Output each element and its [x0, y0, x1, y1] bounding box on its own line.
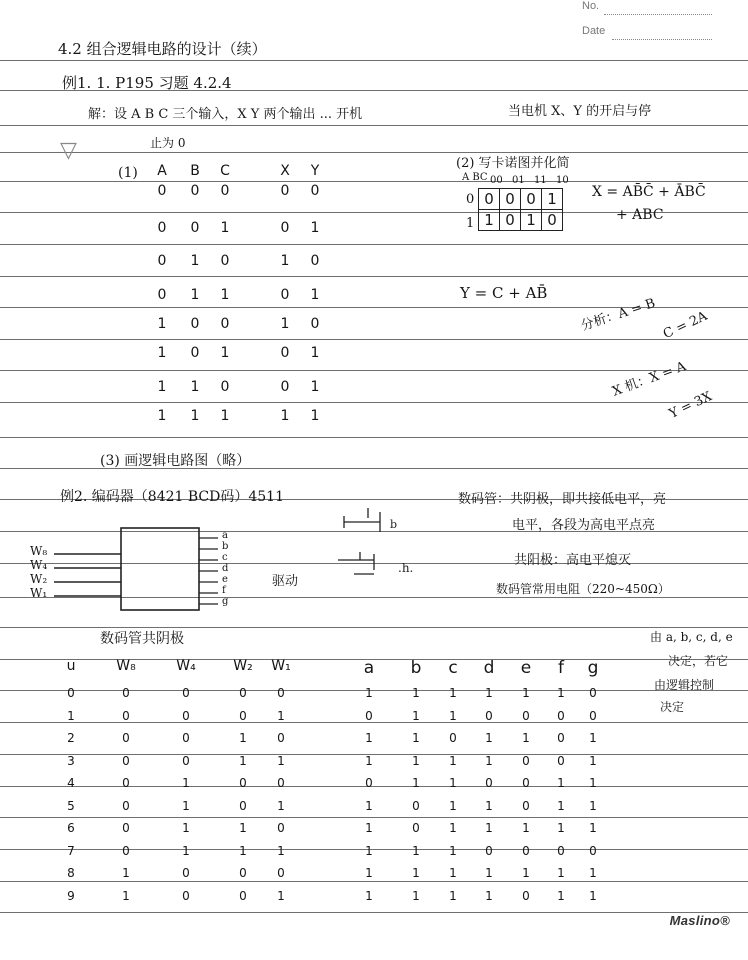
decoder-cell: 1 [412, 708, 420, 723]
decoder-cell: 1 [449, 686, 457, 700]
example1-prompt: 解：设 A B C 三个输入，X Y 两个输出 ... 开机 [88, 107, 363, 122]
brand-logo: Maslino® [669, 913, 730, 928]
decoder-cell: 1 [557, 821, 565, 835]
truth-cell: 1 [280, 408, 290, 424]
decoder-cell: 0 [122, 776, 130, 790]
decoder-cell: 0 [182, 753, 190, 768]
decoder-cell: 0 [122, 686, 130, 700]
example1-prompt-right: 当电机 X、Y 的开启与停 [508, 104, 652, 119]
truth-cell: 1 [157, 316, 167, 332]
decoder-cell: 0 [122, 708, 130, 723]
truth-cell: 1 [190, 253, 200, 269]
decoder-cell: 0 [277, 731, 285, 745]
decoder-cell: 1 [485, 731, 493, 745]
decoder-col-header: a [363, 658, 375, 678]
kmap-row-label: 0 [466, 192, 475, 207]
decoder-cell: 1 [449, 798, 457, 813]
kmap-cell: 0 [500, 210, 521, 231]
decoder-cell: 1 [485, 866, 493, 880]
decoder-cell: 0 [365, 708, 373, 723]
date-label: Date [582, 25, 606, 37]
decoder-cell: 1 [485, 753, 493, 768]
switch-sketch [330, 498, 420, 588]
decoder-cell: 2 [67, 731, 75, 745]
ruled-line [0, 125, 748, 126]
decoder-cell: 0 [182, 888, 190, 903]
decoder-cell: 1 [365, 731, 373, 745]
decoder-cell: 0 [412, 798, 420, 813]
truth-cell: 0 [280, 345, 290, 361]
truth-cell: 1 [157, 408, 167, 424]
decoder-cell: 1 [277, 843, 285, 858]
decoder-cell: 7 [67, 843, 75, 858]
decoder-cell: 1 [589, 888, 597, 903]
decoder-cell: 0 [449, 731, 457, 745]
truth-cell: 0 [157, 253, 167, 269]
decoder-cell: 0 [182, 866, 190, 880]
decoder-output-label: d [222, 563, 229, 574]
decoder-input-label: W₁ [30, 586, 48, 600]
kmap-corner: A BC [462, 172, 488, 183]
decoder-cell: 1 [522, 731, 530, 745]
decoder-block-diagram [28, 520, 238, 620]
decoder-cell: 0 [182, 686, 190, 700]
ruled-line [0, 912, 748, 913]
decoder-cell: 0 [589, 843, 597, 858]
decoder-output-label: g [222, 596, 229, 607]
decoder-col-header: c [448, 658, 458, 678]
decoder-input-label: W₄ [30, 558, 48, 572]
decoder-cell: 1 [522, 821, 530, 835]
truth-cell: 0 [310, 316, 320, 332]
truth-cell: 1 [220, 287, 230, 303]
circuit-note: (3) 画逻辑电路图（略） [100, 453, 251, 469]
decoder-cell: 1 [365, 843, 373, 858]
decoder-cell: 1 [182, 821, 190, 835]
svg-text:.h.: .h. [398, 561, 414, 575]
decoder-cell: 0 [522, 888, 530, 903]
decoder-cell: 0 [122, 821, 130, 835]
kmap-col-label: 01 [512, 175, 525, 186]
decoder-cell: 1 [485, 821, 493, 835]
kmap-cell: 0 [500, 189, 521, 210]
decoder-cell: 1 [485, 888, 493, 903]
side-note-4: 决定 [660, 700, 685, 714]
decoder-cell: 1 [589, 798, 597, 813]
decoder-cell: 0 [239, 798, 247, 813]
truth-col-header: Y [310, 163, 320, 179]
ruled-line [0, 152, 748, 153]
decoder-cell: 1 [589, 776, 597, 790]
decoder-cell: 1 [412, 753, 420, 768]
example2-label: 例2. 编码器（8421 BCD码）4511 [60, 489, 284, 505]
truth-cell: 0 [190, 220, 200, 236]
decoder-output-label: b [222, 541, 229, 552]
ruled-line [0, 881, 748, 882]
decoder-cell: 0 [557, 708, 565, 723]
decoder-input-label: W₂ [30, 572, 48, 586]
truth-table-number: (1) [118, 165, 138, 181]
decoder-cell: 1 [412, 776, 420, 790]
decoder-cell: 0 [485, 843, 493, 858]
decoder-cell: 0 [589, 708, 597, 723]
side-note-1: 由 a, b, c, d, e [650, 630, 733, 644]
decoder-cell: 1 [67, 708, 75, 723]
ruled-line [0, 60, 748, 61]
truth-cell: 1 [220, 220, 230, 236]
decoder-cell: 1 [239, 843, 247, 858]
kmap-cell: 0 [542, 210, 563, 231]
decoder-cell: 0 [522, 798, 530, 813]
page-title: 4.2 组合逻辑电路的设计（续） [58, 40, 267, 58]
decoder-cell: 0 [277, 686, 285, 700]
decoder-cell: 0 [122, 798, 130, 813]
karnaugh-map [478, 188, 563, 231]
decoder-cell: 1 [122, 866, 130, 880]
decoder-cell: 1 [557, 888, 565, 903]
decoder-cell: 0 [182, 708, 190, 723]
decoder-cell: 3 [67, 753, 75, 768]
decoder-cell: 0 [485, 776, 493, 790]
decoder-cell: 1 [277, 753, 285, 768]
truth-cell: 1 [310, 379, 320, 395]
decoder-cell: 0 [589, 686, 597, 700]
kmap-cell: 1 [479, 210, 500, 231]
decoder-cell: 1 [412, 888, 420, 903]
truth-cell: 1 [310, 287, 320, 303]
decoder-cell: 0 [277, 866, 285, 880]
decoder-cell: 1 [365, 866, 373, 880]
decoder-cell: 1 [557, 798, 565, 813]
decoder-cell: 1 [485, 798, 493, 813]
decoder-cell: 5 [67, 798, 75, 813]
truth-cell: 0 [157, 183, 167, 199]
svg-text:b: b [390, 518, 398, 531]
truth-cell: 0 [280, 220, 290, 236]
truth-cell: 0 [190, 183, 200, 199]
truth-cell: 1 [157, 345, 167, 361]
ruled-line [0, 817, 748, 818]
decoder-cell: 1 [449, 888, 457, 903]
truth-cell: 1 [220, 345, 230, 361]
decoder-cell: 1 [182, 776, 190, 790]
decoder-cell: 1 [277, 708, 285, 723]
truth-cell: 0 [220, 253, 230, 269]
ruled-line [0, 402, 748, 403]
truth-cell: 0 [280, 183, 290, 199]
display-note-4: 数码管常用电阻（220~450Ω） [496, 582, 670, 596]
decoder-col-header: e [520, 658, 532, 678]
ruled-line [0, 181, 748, 182]
decoder-cell: 1 [365, 888, 373, 903]
decoder-output-label: f [222, 585, 226, 596]
side-note-2: 决定，若它 [668, 654, 729, 668]
decoder-input-label: W₈ [30, 544, 48, 558]
truth-cell: 1 [157, 379, 167, 395]
truth-cell: 1 [310, 345, 320, 361]
decoder-cell: 0 [239, 708, 247, 723]
example1-label: 例1. 1. P195 习题 4.2.4 [62, 74, 232, 92]
decoder-cell: 0 [182, 731, 190, 745]
y-expression: Y = C + AB̄ [460, 284, 548, 302]
truth-cell: 0 [310, 253, 320, 269]
decoder-cell: 1 [449, 776, 457, 790]
display-note-2: 电平，各段为高电平点亮 [512, 518, 656, 533]
decoder-cell: 6 [67, 821, 75, 835]
analysis-note: 分析：A = B [579, 295, 658, 335]
decoder-cell: 1 [239, 753, 247, 768]
kmap-cell: 1 [521, 210, 542, 231]
decoder-col-header: W₁ [271, 658, 291, 674]
decoder-cell: 0 [365, 776, 373, 790]
decoder-cell: 1 [449, 866, 457, 880]
decoder-cell: 0 [122, 753, 130, 768]
truth-cell: 0 [157, 287, 167, 303]
ruled-line [0, 244, 748, 245]
decoder-col-header: W₄ [176, 658, 196, 674]
truth-col-header: C [220, 163, 230, 179]
kmap-cell: 1 [542, 189, 563, 210]
analysis-note-2: C = 2A [661, 308, 710, 343]
analysis-note-4: Y = 3X [666, 389, 715, 422]
decoder-cell: 1 [557, 776, 565, 790]
kmap-cell: 0 [479, 189, 500, 210]
decoder-col-header: d [483, 658, 495, 678]
decoder-cell: 1 [449, 753, 457, 768]
triangle-mark-icon: ▽ [60, 138, 77, 163]
decoder-cell: 1 [412, 866, 420, 880]
drive-label: 驱动 [272, 574, 299, 589]
decoder-cell: 1 [182, 843, 190, 858]
truth-col-header: X [280, 163, 290, 179]
decoder-cell: 4 [67, 776, 75, 790]
truth-cell: 1 [310, 408, 320, 424]
decoder-cell: 0 [412, 821, 420, 835]
x-expression-cont: + ABC [616, 207, 664, 223]
truth-cell: 0 [157, 220, 167, 236]
decoder-col-header: W₂ [233, 658, 253, 674]
truth-cell: 1 [190, 379, 200, 395]
decoder-cell: 1 [485, 686, 493, 700]
decoder-cell: 0 [122, 731, 130, 745]
ruled-line [0, 339, 748, 340]
decoder-output-label: a [222, 530, 228, 541]
decoder-cell: 1 [589, 731, 597, 745]
no-label: No. [582, 0, 600, 12]
analysis-note-3: X 机：X = A [610, 359, 689, 400]
truth-cell: 0 [280, 287, 290, 303]
decoder-col-header: u [66, 658, 76, 674]
kmap-title: (2) 写卡诺图并化简 [456, 156, 570, 171]
side-note-3: 由逻辑控制 [654, 678, 715, 692]
truth-col-header: B [190, 163, 200, 179]
decoder-cell: 0 [277, 776, 285, 790]
no-line [604, 14, 712, 15]
decoder-cell: 0 [239, 888, 247, 903]
decoder-cell: 0 [122, 843, 130, 858]
kmap-col-label: 10 [556, 175, 569, 186]
truth-cell: 0 [220, 316, 230, 332]
decoder-cell: 0 [485, 708, 493, 723]
decoder-cell: 1 [277, 798, 285, 813]
decoder-cell: 1 [449, 821, 457, 835]
truth-cell: 1 [190, 408, 200, 424]
decoder-cell: 1 [365, 753, 373, 768]
x-expression: X = AB̄C̄ + ĀBC̄ [592, 184, 706, 200]
decoder-col-header: g [587, 658, 599, 678]
decoder-cell: 1 [589, 866, 597, 880]
decoder-cell: 1 [557, 686, 565, 700]
truth-cell: 1 [220, 408, 230, 424]
display-label: 数码管共阴极 [100, 631, 184, 647]
truth-col-header: A [157, 163, 167, 179]
truth-cell: 0 [310, 183, 320, 199]
decoder-cell: 1 [449, 708, 457, 723]
decoder-col-header: b [410, 658, 422, 678]
truth-cell: 1 [280, 253, 290, 269]
decoder-cell: 1 [239, 821, 247, 835]
decoder-cell: 1 [522, 686, 530, 700]
truth-cell: 1 [190, 287, 200, 303]
decoder-col-header: f [558, 658, 564, 678]
truth-cell: 1 [310, 220, 320, 236]
decoder-cell: 0 [557, 731, 565, 745]
decoder-cell: 0 [522, 843, 530, 858]
decoder-col-header: W₈ [116, 658, 136, 674]
decoder-output-label: c [222, 552, 228, 563]
decoder-cell: 1 [365, 798, 373, 813]
decoder-cell: 1 [522, 866, 530, 880]
decoder-cell: 0 [522, 753, 530, 768]
decoder-cell: 1 [365, 821, 373, 835]
ruled-line [0, 276, 748, 277]
decoder-output-label: e [222, 574, 228, 585]
decoder-cell: 1 [412, 731, 420, 745]
decoder-cell: 1 [412, 686, 420, 700]
decoder-cell: 1 [557, 866, 565, 880]
decoder-cell: 1 [182, 798, 190, 813]
example1-prompt-line2: 止为 0 [150, 136, 186, 150]
decoder-cell: 1 [122, 888, 130, 903]
display-note-3: 共阳极：高电平熄灭 [514, 553, 632, 568]
decoder-cell: 0 [67, 686, 75, 700]
kmap-col-label: 00 [490, 175, 503, 186]
decoder-cell: 8 [67, 866, 75, 880]
truth-cell: 0 [190, 316, 200, 332]
kmap-row-label: 1 [466, 216, 475, 231]
decoder-cell: 1 [589, 821, 597, 835]
decoder-cell: 0 [239, 776, 247, 790]
decoder-cell: 0 [277, 821, 285, 835]
date-line [612, 39, 712, 40]
decoder-cell: 1 [239, 731, 247, 745]
decoder-cell: 1 [365, 686, 373, 700]
decoder-cell: 1 [589, 753, 597, 768]
truth-cell: 0 [190, 345, 200, 361]
decoder-cell: 0 [239, 866, 247, 880]
ruled-line [0, 437, 748, 438]
decoder-cell: 0 [522, 708, 530, 723]
decoder-cell: 9 [67, 888, 75, 903]
decoder-cell: 0 [557, 753, 565, 768]
decoder-cell: 0 [239, 686, 247, 700]
decoder-cell: 1 [412, 843, 420, 858]
kmap-cell: 0 [521, 189, 542, 210]
truth-cell: 1 [280, 316, 290, 332]
decoder-cell: 0 [522, 776, 530, 790]
truth-cell: 0 [280, 379, 290, 395]
kmap-col-label: 11 [534, 175, 547, 186]
decoder-cell: 1 [449, 843, 457, 858]
display-note-1: 数码管：共阴极，即共接低电平，亮 [458, 492, 667, 507]
decoder-cell: 1 [277, 888, 285, 903]
decoder-box [121, 528, 199, 610]
truth-cell: 0 [220, 379, 230, 395]
decoder-cell: 0 [557, 843, 565, 858]
truth-cell: 0 [220, 183, 230, 199]
